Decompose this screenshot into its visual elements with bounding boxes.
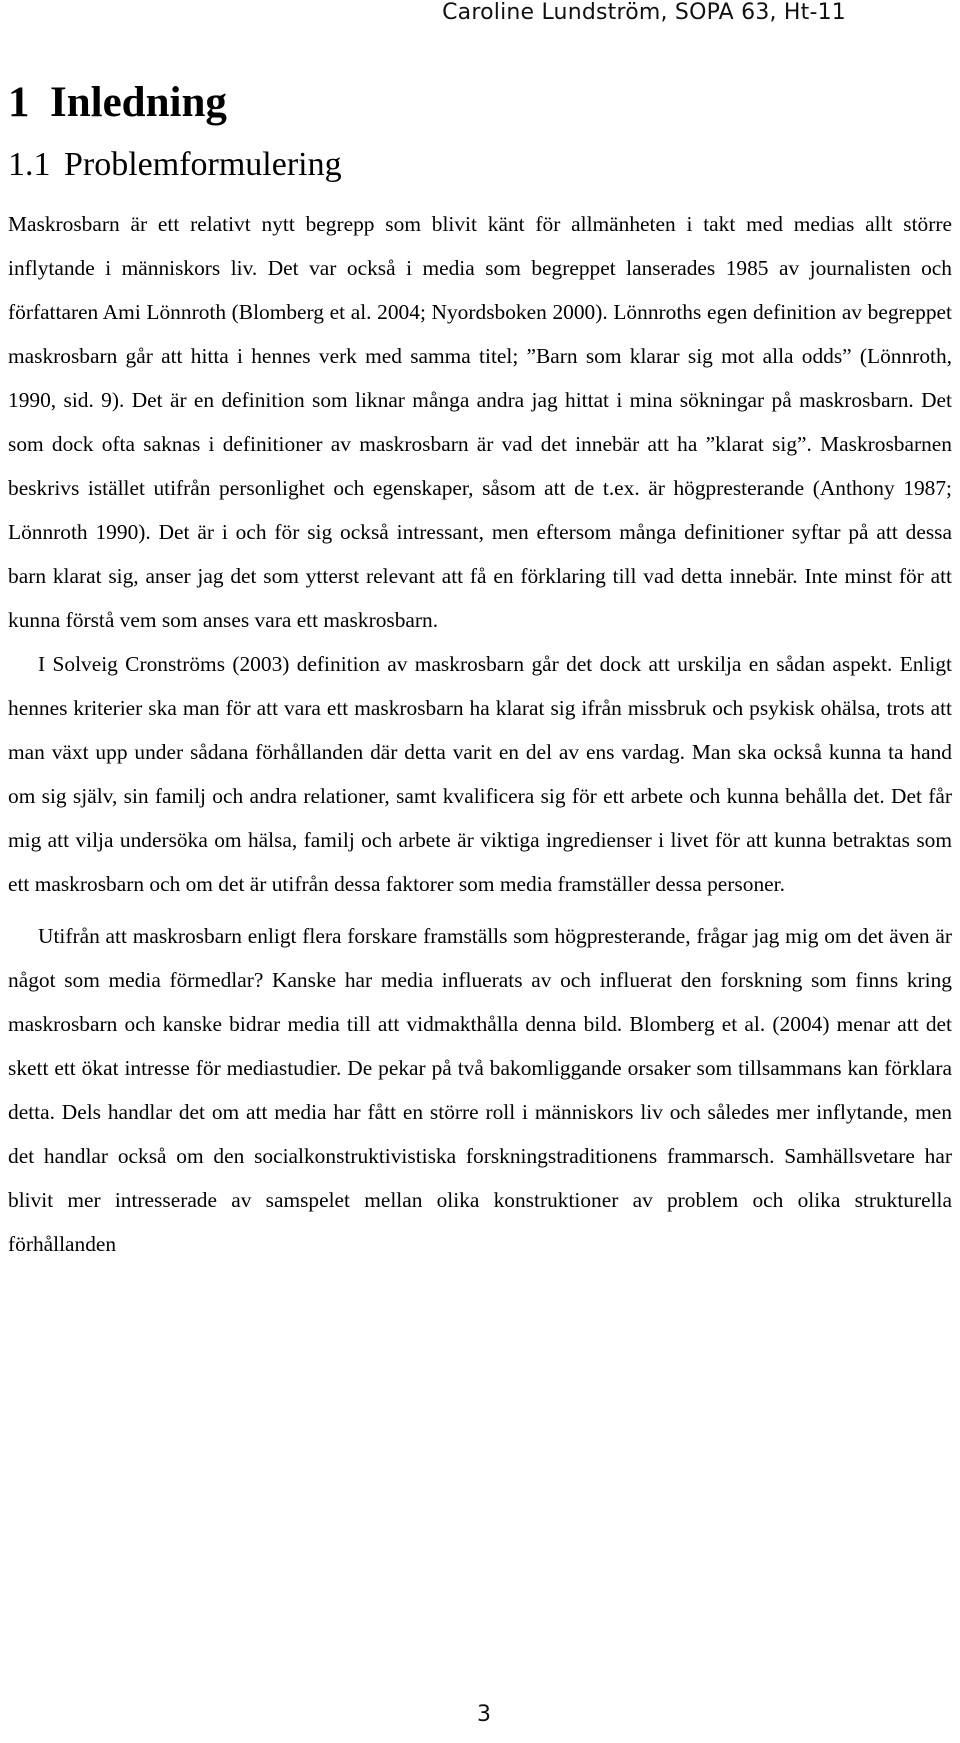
section-title: Problemformulering — [64, 146, 342, 183]
chapter-number: 1 — [8, 79, 30, 126]
paragraph-3: Utifrån att maskrosbarn enligt flera forskare framställs som högpresterande, frågar jag mig om det även är något som media förmedlar? Kanske har media influerats av och influerat den forskning som finns kring maskrosbarn och kanske bidrar media till att vidmakthålla denna bild. Blomberg et al. (2004) menar att det skett ett ökat intresse för mediastudier. De pekar på två bakomliggande orsaker som tillsammans kan förklara detta. Dels handlar det om att media har fått en större roll i människors liv och således mer inflytande, men det handlar också om den socialkonstruktivistiska forskningstraditionens frammarsch. Samhällsvetare har blivit mer intresserade av samspelet mellan olika konstruktioner av problem och olika strukturella förhållanden — [8, 924, 952, 1256]
paragraph-1: Maskrosbarn är ett relativt nytt begrepp som blivit känt för allmänheten i takt med medias allt större inflytande i människors liv. Det var också i media som begreppet lanserades 1985 av journalisten och författaren Ami Lönnroth (Blomberg et al. 2004; Nyordsboken 2000). Lönnroths egen definition av begreppet maskrosbarn går att hitta i hennes verk med samma titel; ”Barn som klarar sig mot alla odds” (Lönnroth, 1990, sid. 9). Det är en definition som liknar många andra jag hittat i mina sökningar på maskrosbarn. Det som dock ofta saknas i definitioner av maskrosbarn är vad det innebär att ha ”klarat sig”. Maskrosbarnen beskrivs istället utifrån personlighet och egenskaper, såsom att de t.ex. är högpresterande (Anthony 1987; Lönnroth 1990). Det är i och för sig också intressant, men eftersom många definitioner syftar på att dessa barn klarat sig, anser jag det som ytterst relevant att få en förklaring till vad detta innebär. Inte minst för att kunna förstå vem som anses vara ett maskrosbarn. — [8, 212, 952, 632]
section-number: 1.1 — [8, 146, 51, 183]
section-heading — [8, 146, 952, 184]
chapter-title: Inledning — [50, 79, 227, 126]
chapter-heading — [8, 80, 952, 126]
page-number: 3 — [477, 1702, 491, 1727]
running-header: Caroline Lundström, SOPA 63, Ht-11 — [442, 0, 846, 25]
paragraph-2: I Solveig Cronströms (2003) definition av maskrosbarn går det dock att urskilja en sådan aspekt. Enligt hennes kriterier ska man för att vara ett maskrosbarn ha klarat sig ifrån missbruk och psykisk ohälsa, trots att man växt upp under sådana förhållanden där detta varit en del av ens vardag. Man ska också kunna ta hand om sig själv, sin familj och andra relationer, samt kvalificera sig för ett arbete och kunna behålla det. Det får mig att vilja undersöka om hälsa, familj och arbete är viktiga ingredienser i livet för att kunna betraktas som ett maskrosbarn och om det är utifrån dessa faktorer som media framställer dessa personer. — [8, 652, 952, 896]
document-body — [8, 80, 952, 1266]
